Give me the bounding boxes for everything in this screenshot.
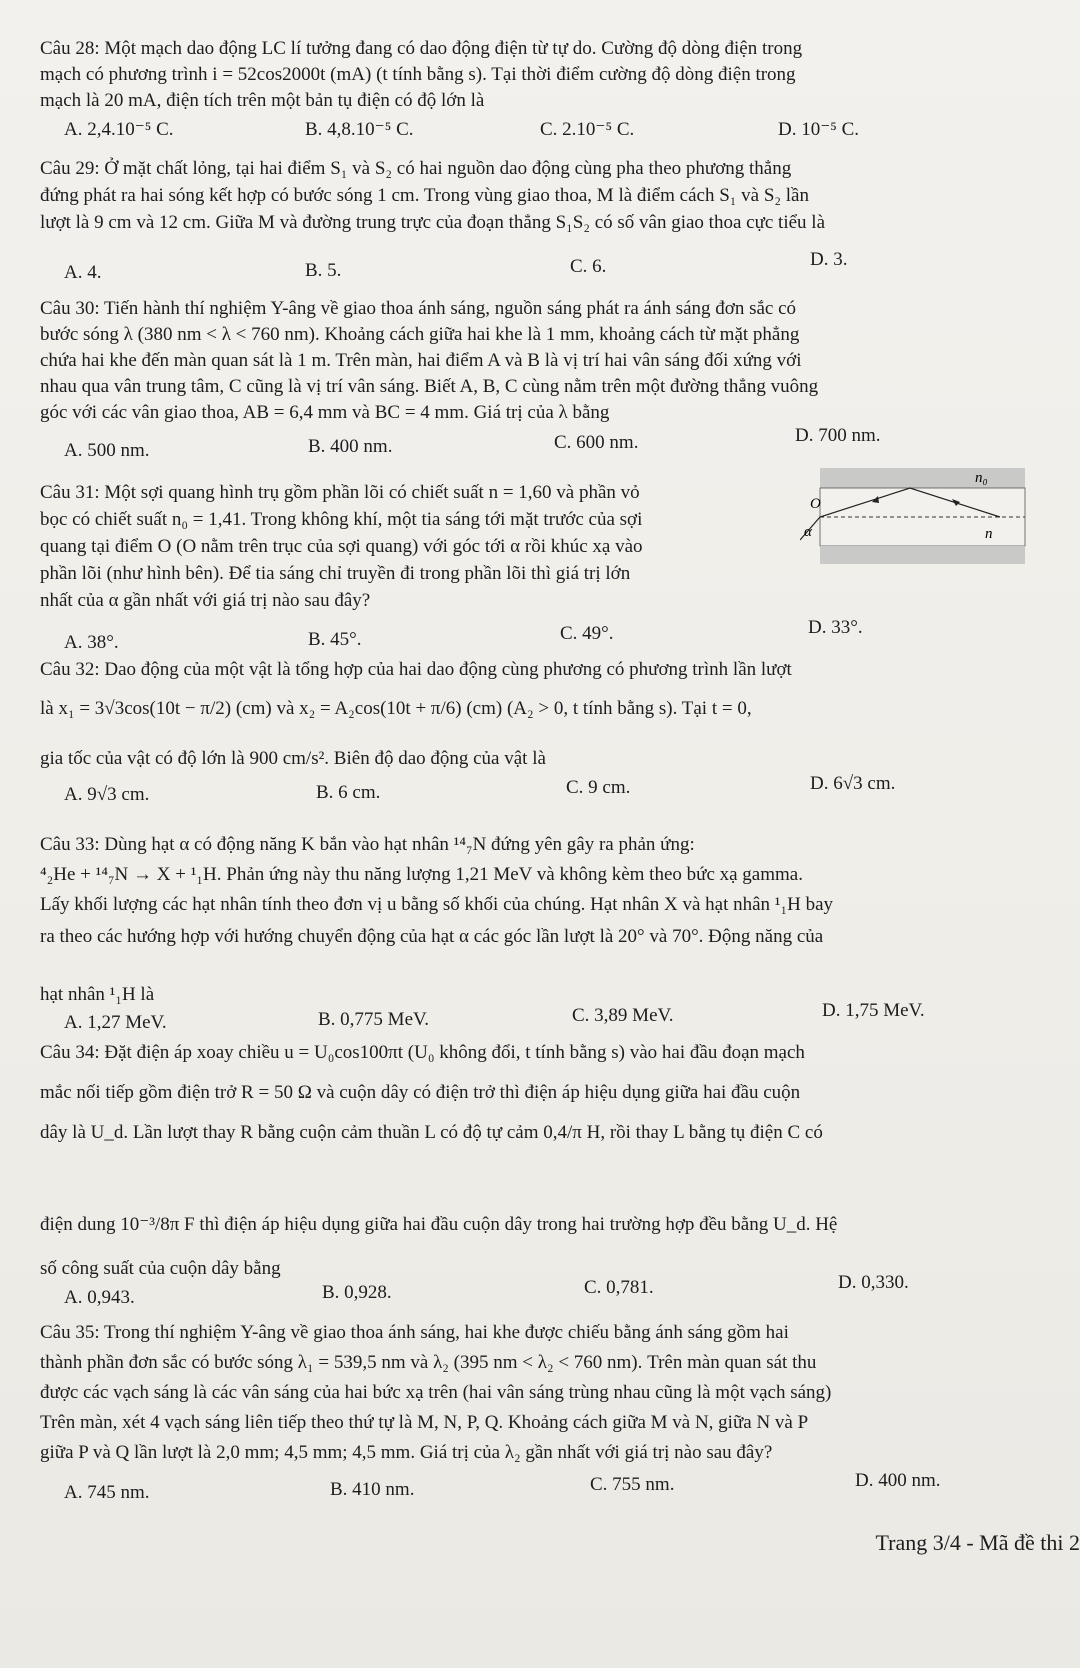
question-33-line-5: hạt nhân ¹₁H là — [40, 984, 155, 1005]
question-30-option-c: C. 600 nm. — [554, 432, 639, 453]
question-32-line-2: là x₁ = 3√3cos(10t − π/2) (cm) và x₂ = A₂cos(10t + π/6) (cm) (A₂ > 0, t tính bằng s). Tại t = 0, — [40, 698, 752, 719]
question-31-option-c: C. 49°. — [560, 623, 614, 644]
figure-label-n0: n₀ — [975, 470, 988, 486]
question-28-option-c: C. 2.10⁻⁵ C. — [540, 119, 635, 140]
figure-label-n: n — [985, 526, 993, 542]
question-32-option-d: D. 6√3 cm. — [810, 773, 896, 794]
question-32-option-b: B. 6 cm. — [316, 782, 381, 803]
question-28-option-d: D. 10⁻⁵ C. — [778, 119, 860, 140]
question-30-line-4: nhau qua vân trung tâm, C cũng là vị trí vân sáng. Biết A, B, C cùng nằm trên một đường thẳng vuông — [40, 376, 819, 397]
question-30-option-d: D. 700 nm. — [795, 425, 881, 446]
question-35-option-c: C. 755 nm. — [590, 1474, 675, 1495]
question-28-line-1: Câu 28: Một mạch dao động LC lí tưởng đang có dao động điện từ tự do. Cường độ dòng điện trong — [40, 38, 803, 59]
question-34-line-1: Câu 34: Đặt điện áp xoay chiều u = U₀cos100πt (U₀ không đổi, t tính bằng s) vào hai đầu đoạn mạch — [40, 1042, 805, 1063]
question-31-option-b: B. 45°. — [308, 629, 362, 650]
question-28-line-2: mạch có phương trình i = 52cos2000t (mA) (t tính bằng s). Tại thời điểm cường độ dòng điện trong — [40, 64, 796, 85]
question-35-option-b: B. 410 nm. — [330, 1479, 415, 1500]
question-33-option-c: C. 3,89 MeV. — [572, 1005, 674, 1026]
question-33-option-d: D. 1,75 MeV. — [822, 1000, 925, 1021]
question-34-line-3: dây là U_d. Lần lượt thay R bằng cuộn cảm thuần L có độ tự cảm 0,4/π H, rồi thay L bằng tụ điện C có — [40, 1122, 823, 1143]
question-35-line-2: thành phần đơn sắc có bước sóng λ₁ = 539,5 nm và λ₂ (395 nm < λ₂ < 760 nm). Trên màn quan sát thu — [40, 1352, 817, 1373]
question-29-option-d: D. 3. — [810, 249, 848, 270]
question-29-line-2: đứng phát ra hai sóng kết hợp có bước sóng 1 cm. Trong vùng giao thoa, M là điểm cách S₁ và S₂ lần — [40, 185, 809, 206]
question-33-option-b: B. 0,775 MeV. — [318, 1009, 430, 1030]
question-35-line-5: giữa P và Q lần lượt là 2,0 mm; 4,5 mm; 4,5 mm. Giá trị của λ₂ gần nhất với giá trị nào sau đây? — [40, 1442, 773, 1463]
figure-label-alpha: α — [804, 524, 812, 540]
question-28-line-3: mạch là 20 mA, điện tích trên một bản tụ điện có độ lớn là — [40, 90, 485, 111]
question-29-option-c: C. 6. — [570, 256, 607, 277]
fiber-cladding-bottom — [820, 546, 1025, 564]
question-29-line-1: Câu 29: Ở mặt chất lỏng, tại hai điểm S₁ và S₂ có hai nguồn dao động cùng pha theo phương thẳng — [40, 158, 792, 179]
question-35-option-d: D. 400 nm. — [855, 1470, 941, 1491]
question-35-line-3: được các vạch sáng là các vân sáng của hai bức xạ trên (hai vân sáng trùng nhau cũng là một vạch sáng) — [40, 1382, 832, 1403]
question-29-option-a: A. 4. — [64, 262, 102, 283]
question-35-line-1: Câu 35: Trong thí nghiệm Y-âng về giao thoa ánh sáng, hai khe được chiếu bằng ánh sáng gồm hai — [40, 1322, 789, 1343]
question-29-option-b: B. 5. — [305, 260, 342, 281]
question-34-line-4: điện dung 10⁻³/8π F thì điện áp hiệu dụng giữa hai đầu cuộn dây trong hai trường hợp đều bằng U_d. Hệ — [40, 1214, 838, 1235]
question-32-line-3: gia tốc của vật có độ lớn là 900 cm/s². Biên độ dao động của vật là — [40, 748, 546, 769]
question-34-option-c: C. 0,781. — [584, 1277, 654, 1298]
question-30-line-5: góc với các vân giao thoa, AB = 6,4 mm và BC = 4 mm. Giá trị của λ bằng — [40, 402, 610, 423]
question-33-line-3: Lấy khối lượng các hạt nhân tính theo đơn vị u bằng số khối của chúng. Hạt nhân X và hạt nhân ¹₁H bay — [40, 894, 834, 915]
question-31-line-4: phần lõi (như hình bên). Để tia sáng chỉ truyền đi trong phần lõi thì giá trị lớn — [40, 563, 631, 584]
question-28-option-b: B. 4,8.10⁻⁵ C. — [305, 119, 414, 140]
page-footer: Trang 3/4 - Mã đề thi 2 — [875, 1530, 1080, 1555]
question-32-option-a: A. 9√3 cm. — [64, 784, 150, 805]
question-35-line-4: Trên màn, xét 4 vạch sáng liên tiếp theo thứ tự là M, N, P, Q. Khoảng cách giữa M và N, giữa N và P — [40, 1412, 809, 1433]
question-30-line-1: Câu 30: Tiến hành thí nghiệm Y-âng về giao thoa ánh sáng, nguồn sáng phát ra ánh sáng đơn sắc có — [40, 298, 797, 319]
question-28-option-a: A. 2,4.10⁻⁵ C. — [64, 119, 174, 140]
question-33-line-2: ⁴₂He + ¹⁴₇N → X + ¹₁H. Phản ứng này thu năng lượng 1,21 MeV và không kèm theo bức xạ gamma. — [40, 864, 803, 885]
question-30-option-b: B. 400 nm. — [308, 436, 393, 457]
question-31-line-1: Câu 31: Một sợi quang hình trụ gồm phần lõi có chiết suất n = 1,60 và phần vỏ — [40, 482, 640, 503]
question-30-line-2: bước sóng λ (380 nm < λ < 760 nm). Khoảng cách giữa hai khe là 1 mm, khoảng cách từ mặt phẳng — [40, 324, 800, 345]
question-34-option-a: A. 0,943. — [64, 1287, 135, 1308]
question-34-option-d: D. 0,330. — [838, 1272, 909, 1293]
question-29-line-3: lượt là 9 cm và 12 cm. Giữa M và đường trung trực của đoạn thẳng S₁S₂ có số vân giao thoa cực tiểu là — [40, 212, 826, 233]
question-34-option-b: B. 0,928. — [322, 1282, 392, 1303]
question-34-line-5: số công suất của cuộn dây bằng — [40, 1258, 281, 1279]
question-35-option-a: A. 745 nm. — [64, 1482, 150, 1503]
question-34-line-2: mắc nối tiếp gồm điện trở R = 50 Ω và cuộn dây có điện trở thì điện áp hiệu dụng giữa hai đầu cuộn — [40, 1082, 801, 1103]
question-31-option-a: A. 38°. — [64, 632, 119, 653]
optical-fiber-figure — [800, 462, 1030, 570]
question-31-line-5: nhất của α gần nhất với giá trị nào sau đây? — [40, 590, 371, 611]
figure-label-o: O — [810, 496, 821, 512]
fiber-cladding-top — [820, 468, 1025, 488]
question-30-line-3: chứa hai khe đến màn quan sát là 1 m. Trên màn, hai điểm A và B là vị trí hai vân sáng đối xứng với — [40, 350, 802, 371]
question-33-line-1: Câu 33: Dùng hạt α có động năng K bắn vào hạt nhân ¹⁴₇N đứng yên gây ra phản ứng: — [40, 834, 695, 855]
question-32-option-c: C. 9 cm. — [566, 777, 631, 798]
question-31-line-2: bọc có chiết suất n₀ = 1,41. Trong không khí, một tia sáng tới mặt trước của sợi — [40, 509, 643, 530]
question-33-option-a: A. 1,27 MeV. — [64, 1012, 167, 1033]
question-30-option-a: A. 500 nm. — [64, 440, 150, 461]
question-33-line-4: ra theo các hướng hợp với hướng chuyển động của hạt α các góc lần lượt là 20° và 70°. Động năng của — [40, 926, 824, 947]
question-31-option-d: D. 33°. — [808, 617, 863, 638]
question-32-line-1: Câu 32: Dao động của một vật là tổng hợp của hai dao động cùng phương có phương trình lần lượt — [40, 659, 792, 680]
question-31-line-3: quang tại điểm O (O nằm trên trục của sợi quang) với góc tới α rồi khúc xạ vào — [40, 536, 643, 557]
